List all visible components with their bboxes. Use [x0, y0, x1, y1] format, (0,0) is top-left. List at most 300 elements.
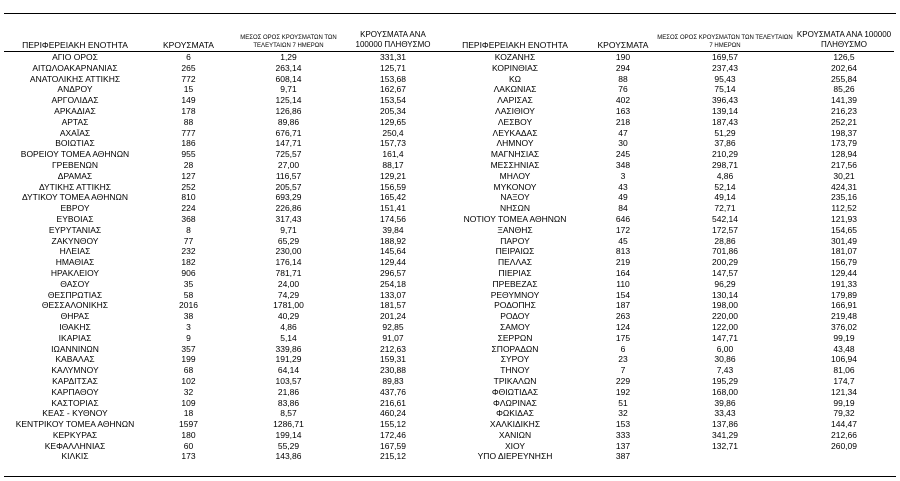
left-avg-7-days-cell: 143,86 [275, 451, 302, 462]
left-avg-7-days-cell: 55,29 [277, 440, 300, 451]
left-per-100k-cell: 129,44 [380, 257, 406, 268]
right-cases-cell: 110 [616, 278, 630, 289]
left-region-name-cell: ΙΩΑΝΝΙΝΩΝ [51, 343, 99, 354]
left-cases-cell: 265 [181, 62, 196, 73]
left-cases-cell: 127 [181, 170, 196, 181]
left-cases-cell: 58 [183, 289, 194, 300]
left-region-name-cell: ΚΕΦΑΛΛΗΝΙΑΣ [44, 440, 106, 451]
right-cases-cell: 646 [615, 213, 631, 224]
left-per-100k-cell: 129,21 [380, 170, 406, 181]
right-per-100k-cell: 166,91 [831, 300, 857, 311]
left-region-name-cell: ΑΧΑΪΑΣ [59, 127, 91, 138]
left-avg-7-days-cell: 191,29 [275, 354, 302, 365]
table-row [4, 236, 894, 247]
table-row [4, 52, 894, 63]
table-row [4, 160, 894, 171]
right-avg-7-days-cell: 37,86 [714, 138, 736, 149]
left-per-100k-cell: 437,76 [380, 386, 406, 397]
right-per-100k-cell: 128,94 [831, 149, 857, 160]
left-avg-7-days-cell: 126,86 [275, 105, 302, 116]
left-avg-7-days-cell: 5,14 [280, 332, 297, 343]
left-cases-cell: 955 [181, 149, 196, 160]
left-region-name-cell: ΘΕΣΣΑΛΟΝΙΚΗΣ [41, 300, 109, 311]
right-avg-7-days-cell: 4,86 [716, 170, 734, 181]
right-region-name-cell: ΦΩΚΙΔΑΣ [496, 408, 534, 419]
table-row [4, 408, 894, 419]
right-cases-cell: 153 [615, 419, 631, 430]
right-per-100k-cell: 156,79 [831, 257, 857, 268]
right-region-name-cell: ΡΕΘΥΜΝΟΥ [490, 289, 540, 300]
table-row [4, 365, 894, 376]
left-region-name-cell: ΚΑΡΠΑΘΟΥ [51, 386, 99, 397]
right-per-100k-cell: 43,48 [833, 343, 855, 354]
right-cases-cell: 190 [615, 52, 631, 62]
right-region-name-cell: ΛΕΣΒΟΥ [497, 116, 533, 127]
left-cases-cell: 6 [186, 52, 191, 62]
left-cases-cell: 109 [181, 397, 196, 408]
right-cases-cell: 84 [618, 203, 628, 214]
left-region-name-cell: ΚΕΑΣ - ΚΥΘΝΟΥ [42, 408, 108, 419]
right-region-name-cell: ΧΑΝΙΩΝ [498, 429, 532, 440]
right-per-100k-cell: 191,33 [831, 278, 857, 289]
right-per-100k-cell: 99,19 [833, 332, 855, 343]
left-region-name-cell: ΑΙΤΩΛΟΑΚΑΡΝΑΝΙΑΣ [32, 62, 118, 73]
right-region-name-cell: ΝΗΣΩΝ [499, 203, 531, 214]
left-per-100k-cell: 145,64 [380, 246, 406, 257]
header-per100k-right: ΚΡΟΥΣΜΑΤΑ ΑΝΑ 100000 ΠΛΗΘΥΣΜΟ [794, 24, 894, 52]
table-row [4, 182, 894, 193]
right-region-name-cell: ΠΕΛΛΑΣ [497, 257, 533, 268]
top-rule [4, 13, 896, 14]
right-region-name-cell: ΝΟΤΙΟΥ ΤΟΜΕΑ ΑΘΗΝΩΝ [463, 213, 567, 224]
right-cases-cell: 402 [615, 95, 631, 106]
right-cases-cell: 76 [618, 84, 628, 95]
right-avg-7-days-cell [656, 451, 794, 462]
right-region-name-cell: ΠΡΕΒΕΖΑΣ [492, 278, 538, 289]
right-region-name-cell: ΛΑΚΩΝΙΑΣ [493, 84, 537, 95]
header-region-left: ΠΕΡΙΦΕΡΕΙΑΚΗ ΕΝΟΤΗΤΑ [4, 24, 146, 52]
right-cases-cell: 813 [615, 246, 631, 257]
right-cases-cell: 23 [618, 354, 628, 365]
left-avg-7-days-cell: 125,14 [275, 95, 302, 106]
left-per-100k-cell: 39,84 [382, 224, 404, 235]
right-region-name-cell: ΜΑΓΝΗΣΙΑΣ [490, 149, 540, 160]
right-avg-7-days-cell: 147,71 [712, 332, 738, 343]
table-row [4, 95, 894, 106]
left-region-name-cell: ΑΝΑΤΟΛΙΚΗΣ ΑΤΤΙΚΗΣ [29, 73, 121, 84]
left-per-100k-cell: 91,07 [382, 332, 404, 343]
right-per-100k-cell: 141,39 [831, 95, 857, 106]
left-avg-7-days-cell: 1,29 [280, 52, 297, 62]
right-avg-7-days-cell: 7,43 [716, 365, 734, 376]
right-per-100k-cell: 179,89 [831, 289, 857, 300]
right-per-100k-cell: 424,31 [831, 181, 857, 192]
left-cases-cell: 2016 [179, 300, 198, 311]
header-avg7-left: ΜΕΣΟΣ ΟΡΟΣ ΚΡΟΥΣΜΑΤΩΝ ΤΩΝ ΤΕΛΕΥΤΑΙΩΝ 7 ΗΜΕΡΩΝ [231, 24, 346, 52]
left-region-name-cell: ΘΕΣΠΡΩΤΙΑΣ [47, 289, 103, 300]
left-avg-7-days-cell: 8,57 [280, 408, 297, 419]
right-region-name-cell: ΣΠΟΡΑΔΩΝ [491, 343, 539, 354]
right-region-name-cell: ΛΑΡΙΣΑΣ [497, 95, 533, 106]
left-avg-7-days-cell: 205,57 [275, 181, 302, 192]
left-region-name-cell: ΕΒΡΟΥ [60, 203, 90, 214]
left-region-name-cell: ΒΟΙΩΤΙΑΣ [55, 138, 95, 149]
left-per-100k-cell: 151,41 [380, 203, 406, 214]
left-region-name-cell: ΚΙΛΚΙΣ [61, 451, 89, 462]
right-avg-7-days-cell: 72,71 [714, 203, 736, 214]
right-per-100k-cell: 126,5 [833, 52, 855, 62]
right-region-name-cell: ΣΑΜΟΥ [499, 321, 530, 332]
right-cases-cell: 124 [615, 321, 631, 332]
left-region-name-cell: ΔΥΤΙΚΗΣ ΑΤΤΙΚΗΣ [38, 181, 112, 192]
left-avg-7-days-cell: 317,43 [275, 213, 302, 224]
right-cases-cell: 30 [618, 138, 628, 149]
left-cases-cell: 77 [183, 235, 194, 246]
left-avg-7-days-cell: 226,86 [275, 203, 302, 214]
left-cases-cell: 68 [183, 365, 194, 376]
right-avg-7-days-cell: 168,00 [712, 386, 738, 397]
left-cases-cell: 3 [186, 321, 191, 332]
left-cases-cell: 8 [186, 224, 191, 235]
right-region-name-cell: ΣΕΡΡΩΝ [497, 332, 533, 343]
left-region-name-cell: ΚΑΛΥΜΝΟΥ [51, 365, 99, 376]
right-per-100k-cell: 301,49 [831, 235, 857, 246]
right-cases-cell: 294 [615, 62, 631, 73]
right-region-name-cell: ΜΕΣΣΗΝΙΑΣ [490, 159, 540, 170]
table-row [4, 451, 894, 462]
table-row [4, 398, 894, 409]
left-cases-cell: 32 [183, 386, 194, 397]
right-cases-cell: 164 [615, 267, 631, 278]
left-cases-cell: 357 [181, 343, 196, 354]
left-per-100k-cell: 174,56 [380, 213, 406, 224]
left-cases-cell: 60 [183, 440, 194, 451]
left-region-name-cell: ΑΝΔΡΟΥ [57, 84, 93, 95]
table-row [4, 376, 894, 387]
left-region-name-cell: ΘΗΡΑΣ [60, 311, 90, 322]
right-per-100k-cell: 144,47 [831, 419, 857, 430]
right-avg-7-days-cell: 130,14 [712, 289, 738, 300]
right-cases-cell: 348 [615, 159, 631, 170]
right-region-name-cell: ΦΘΙΩΤΙΔΑΣ [491, 386, 539, 397]
right-region-name-cell: ΛΗΜΝΟΥ [496, 138, 534, 149]
left-region-name-cell: ΗΜΑΘΙΑΣ [55, 257, 95, 268]
right-avg-7-days-cell: 75,14 [714, 84, 736, 95]
right-region-name-cell: ΛΑΣΙΘΙΟΥ [495, 105, 535, 116]
right-avg-7-days-cell: 28,86 [714, 235, 736, 246]
right-cases-cell: 175 [615, 332, 631, 343]
right-cases-cell: 88 [618, 73, 628, 84]
table-row [4, 311, 894, 322]
left-cases-cell: 1597 [179, 419, 198, 430]
right-avg-7-days-cell: 30,86 [714, 354, 736, 365]
left-per-100k-cell: 161,4 [382, 149, 404, 160]
right-cases-cell: 187 [615, 300, 631, 311]
right-per-100k-cell: 79,32 [833, 408, 855, 419]
left-avg-7-days-cell: 199,14 [275, 429, 302, 440]
right-avg-7-days-cell: 33,43 [714, 408, 736, 419]
left-avg-7-days-cell: 1781,00 [273, 300, 304, 311]
right-avg-7-days-cell: 237,43 [712, 62, 738, 73]
right-region-name-cell: ΚΟΖΑΝΗΣ [494, 52, 536, 62]
left-cases-cell: 182 [181, 257, 196, 268]
right-per-100k-cell: 154,65 [831, 224, 857, 235]
table-row [4, 192, 894, 203]
table-row [4, 387, 894, 398]
right-avg-7-days-cell: 96,29 [714, 278, 736, 289]
left-cases-cell: 224 [181, 203, 196, 214]
right-avg-7-days-cell: 172,57 [712, 224, 738, 235]
left-avg-7-days-cell: 83,86 [277, 397, 300, 408]
left-per-100k-cell: 167,59 [380, 440, 406, 451]
left-region-name-cell: ΚΑΣΤΟΡΙΑΣ [51, 397, 99, 408]
table-row [4, 128, 894, 139]
left-avg-7-days-cell: 9,71 [280, 224, 297, 235]
left-avg-7-days-cell: 40,29 [277, 311, 300, 322]
left-per-100k-cell: 156,59 [380, 181, 406, 192]
right-avg-7-days-cell: 341,29 [712, 429, 738, 440]
table-row [4, 214, 894, 225]
left-region-name-cell: ΑΡΤΑΣ [61, 116, 89, 127]
right-cases-cell: 137 [615, 440, 631, 451]
right-per-100k-cell: 376,02 [831, 321, 857, 332]
right-cases-cell: 3 [620, 170, 626, 181]
table-row [4, 203, 894, 214]
left-region-name-cell: ΘΑΣΟΥ [60, 278, 90, 289]
left-region-name-cell: ΚΑΡΔΙΤΣΑΣ [52, 375, 98, 386]
left-per-100k-cell: 159,31 [380, 354, 406, 365]
table-row [4, 441, 894, 452]
right-region-name-cell: ΞΑΝΘΗΣ [497, 224, 533, 235]
left-per-100k-cell: 230,88 [380, 365, 406, 376]
right-region-name-cell: ΚΩ [508, 73, 522, 84]
right-region-name-cell: ΥΠΟ ΔΙΕΡΕΥΝΗΣΗ [477, 451, 553, 462]
right-per-100k-cell: 217,56 [831, 159, 857, 170]
right-avg-7-days-cell: 122,00 [712, 321, 738, 332]
right-region-name-cell: ΧΙΟΥ [504, 440, 526, 451]
left-per-100k-cell: 181,57 [380, 300, 406, 311]
right-region-name-cell: ΠΕΙΡΑΙΩΣ [495, 246, 535, 257]
left-per-100k-cell: 165,42 [380, 192, 406, 203]
right-per-100k-cell: 121,34 [831, 386, 857, 397]
left-cases-cell: 772 [181, 73, 196, 84]
right-region-name-cell: ΣΥΡΟΥ [500, 354, 530, 365]
right-avg-7-days-cell: 139,14 [712, 105, 738, 116]
right-per-100k-cell: 99,19 [833, 397, 855, 408]
right-per-100k-cell: 30,21 [833, 170, 855, 181]
left-per-100k-cell: 216,61 [380, 397, 406, 408]
left-avg-7-days-cell: 693,29 [275, 192, 302, 203]
left-cases-cell: 173 [181, 451, 196, 462]
left-region-name-cell: ΕΥΡΥΤΑΝΙΑΣ [48, 224, 102, 235]
header-cases-left: ΚΡΟΥΣΜΑΤΑ [146, 24, 231, 52]
right-avg-7-days-cell: 195,29 [712, 375, 738, 386]
left-avg-7-days-cell: 103,57 [275, 375, 302, 386]
table-row [4, 106, 894, 117]
table-row [4, 171, 894, 182]
table-row [4, 149, 894, 160]
right-per-100k-cell: 129,44 [831, 267, 857, 278]
right-cases-cell: 32 [618, 408, 628, 419]
right-per-100k-cell: 181,07 [831, 246, 857, 257]
left-region-name-cell: ΔΡΑΜΑΣ [57, 170, 93, 181]
header-per100k-left: ΚΡΟΥΣΜΑΤΑ ΑΝΑ 100000 ΠΛΗΘΥΣΜΟ [346, 24, 440, 52]
left-per-100k-cell: 172,46 [380, 429, 406, 440]
right-cases-cell: 7 [620, 365, 626, 376]
left-per-100k-cell: 296,57 [380, 267, 406, 278]
left-avg-7-days-cell: 4,86 [280, 321, 297, 332]
left-per-100k-cell: 89,83 [382, 375, 404, 386]
table-body [4, 52, 894, 463]
right-cases-cell: 163 [615, 105, 631, 116]
right-per-100k-cell: 212,66 [831, 429, 857, 440]
right-region-name-cell: ΠΙΕΡΙΑΣ [498, 267, 532, 278]
left-per-100k-cell: 133,07 [380, 289, 406, 300]
table-row [4, 290, 894, 301]
right-cases-cell: 49 [618, 192, 628, 203]
left-avg-7-days-cell: 608,14 [275, 73, 302, 84]
left-per-100k-cell: 153,68 [380, 73, 406, 84]
left-per-100k-cell: 162,67 [380, 84, 406, 95]
table-row [4, 74, 894, 85]
left-per-100k-cell: 153,54 [380, 95, 406, 106]
right-cases-cell: 192 [615, 386, 631, 397]
right-region-name-cell: ΦΛΩΡΙΝΑΣ [493, 397, 537, 408]
left-cases-cell: 178 [181, 105, 196, 116]
left-region-name-cell: ΕΥΒΟΙΑΣ [56, 213, 94, 224]
left-avg-7-days-cell: 781,71 [275, 267, 302, 278]
right-region-name-cell: ΜΥΚΟΝΟΥ [493, 181, 537, 192]
left-per-100k-cell: 460,24 [380, 408, 406, 419]
left-region-name-cell: ΚΕΝΤΡΙΚΟΥ ΤΟΜΕΑ ΑΘΗΝΩΝ [15, 419, 135, 430]
left-region-name-cell: ΚΑΒΑΛΑΣ [55, 354, 95, 365]
left-cases-cell: 15 [183, 84, 194, 95]
left-avg-7-days-cell: 64,14 [277, 365, 300, 376]
left-avg-7-days-cell: 116,57 [275, 170, 302, 181]
right-region-name-cell: ΜΗΛΟΥ [499, 170, 531, 181]
right-per-100k-cell [794, 451, 894, 462]
left-cases-cell: 906 [181, 267, 196, 278]
left-cases-cell: 18 [183, 408, 194, 419]
left-region-name-cell: ΙΚΑΡΙΑΣ [58, 332, 92, 343]
left-avg-7-days-cell: 176,14 [275, 257, 302, 268]
left-avg-7-days-cell: 74,29 [277, 289, 300, 300]
left-avg-7-days-cell: 263,14 [275, 62, 302, 73]
right-region-name-cell: ΤΗΝΟΥ [500, 365, 530, 376]
right-region-name-cell: ΚΟΡΙΝΘΙΑΣ [491, 62, 539, 73]
header-avg7-right: ΜΕΣΟΣ ΟΡΟΣ ΚΡΟΥΣΜΑΤΩΝ ΤΩΝ ΤΕΛΕΥΤΑΙΩΝ 7 ΗΜΕΡΩΝ [656, 24, 794, 52]
left-avg-7-days-cell: 24,00 [277, 278, 300, 289]
left-cases-cell: 38 [183, 311, 194, 322]
right-avg-7-days-cell: 137,86 [712, 419, 738, 430]
left-region-name-cell: ΚΕΡΚΥΡΑΣ [52, 429, 98, 440]
table-row [4, 138, 894, 149]
right-cases-cell: 172 [615, 224, 631, 235]
left-per-100k-cell: 215,12 [380, 451, 406, 462]
left-region-name-cell: ΓΡΕΒΕΝΩΝ [52, 159, 98, 170]
left-cases-cell: 777 [181, 127, 196, 138]
left-per-100k-cell: 155,12 [380, 419, 406, 430]
table-row [4, 419, 894, 430]
left-cases-cell: 35 [183, 278, 194, 289]
right-avg-7-days-cell: 396,43 [712, 95, 738, 106]
right-avg-7-days-cell: 95,43 [714, 73, 736, 84]
left-cases-cell: 149 [181, 95, 196, 106]
right-cases-cell: 263 [615, 311, 631, 322]
right-cases-cell: 47 [618, 127, 628, 138]
right-region-name-cell: ΠΑΡΟΥ [500, 235, 530, 246]
header-cases-right: ΚΡΟΥΣΜΑΤΑ [590, 24, 656, 52]
left-region-name-cell: ΔΥΤΙΚΟΥ ΤΟΜΕΑ ΑΘΗΝΩΝ [21, 192, 129, 203]
right-avg-7-days-cell: 169,57 [712, 52, 738, 62]
right-per-100k-cell: 173,79 [831, 138, 857, 149]
right-per-100k-cell: 112,52 [831, 203, 857, 214]
left-avg-7-days-cell: 9,71 [280, 84, 297, 95]
table-row [4, 430, 894, 441]
right-region-name-cell: ΤΡΙΚΑΛΩΝ [493, 375, 537, 386]
left-cases-cell: 102 [181, 375, 196, 386]
table-row [4, 225, 894, 236]
left-per-100k-cell: 125,71 [380, 62, 406, 73]
right-cases-cell: 218 [615, 116, 631, 127]
right-per-100k-cell: 260,09 [831, 440, 857, 451]
right-per-100k-cell: 198,37 [831, 127, 857, 138]
right-avg-7-days-cell: 200,29 [712, 257, 738, 268]
right-per-100k-cell: 252,21 [831, 116, 857, 127]
left-avg-7-days-cell: 230,00 [275, 246, 302, 257]
covid-cases-table [4, 24, 894, 462]
table-row [4, 117, 894, 128]
left-avg-7-days-cell: 676,71 [275, 127, 302, 138]
right-cases-cell: 245 [615, 149, 631, 160]
table-row [4, 354, 894, 365]
table-row [4, 322, 894, 333]
right-cases-cell: 229 [615, 375, 631, 386]
left-per-100k-cell: 205,34 [380, 105, 406, 116]
table-row [4, 257, 894, 268]
right-cases-cell: 333 [615, 429, 631, 440]
left-cases-cell: 252 [181, 181, 196, 192]
right-avg-7-days-cell: 210,29 [712, 149, 738, 160]
right-avg-7-days-cell: 220,00 [712, 311, 738, 322]
right-avg-7-days-cell: 49,14 [714, 192, 736, 203]
left-region-name-cell: ΑΡΓΟΛΙΔΑΣ [51, 95, 99, 106]
left-per-100k-cell: 157,73 [380, 138, 406, 149]
right-avg-7-days-cell: 52,14 [714, 181, 736, 192]
right-avg-7-days-cell: 51,29 [714, 127, 736, 138]
table-row [4, 300, 894, 311]
left-region-name-cell: ΗΡΑΚΛΕΙΟΥ [50, 267, 100, 278]
left-cases-cell: 88 [183, 116, 194, 127]
left-per-100k-cell: 92,85 [382, 321, 404, 332]
left-per-100k-cell: 254,18 [380, 278, 406, 289]
right-cases-cell: 51 [618, 397, 628, 408]
right-per-100k-cell: 216,23 [831, 105, 857, 116]
left-per-100k-cell: 188,92 [380, 235, 406, 246]
table-row [4, 333, 894, 344]
right-per-100k-cell: 85,26 [833, 84, 855, 95]
right-per-100k-cell: 219,48 [831, 311, 857, 322]
right-avg-7-days-cell: 701,86 [712, 246, 738, 257]
right-per-100k-cell: 81,06 [833, 365, 855, 376]
left-avg-7-days-cell: 147,71 [275, 138, 302, 149]
right-cases-cell: 387 [615, 451, 631, 462]
right-region-name-cell: ΝΑΞΟΥ [500, 192, 530, 203]
right-avg-7-days-cell: 542,14 [712, 213, 738, 224]
left-avg-7-days-cell: 65,29 [277, 235, 300, 246]
right-cases-cell: 6 [620, 343, 626, 354]
right-avg-7-days-cell: 6,00 [716, 343, 734, 354]
